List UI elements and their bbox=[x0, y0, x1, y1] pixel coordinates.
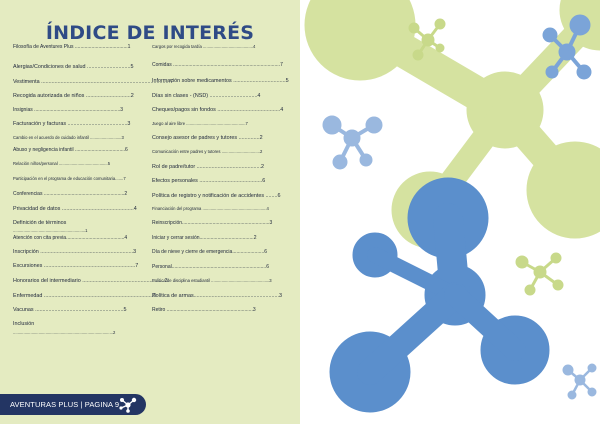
index-entry: Definición de términos bbox=[13, 220, 67, 226]
index-entry: Reinscripción...............................................................3 bbox=[152, 220, 273, 226]
index-entry: Retiro ..............................................................3 bbox=[152, 307, 256, 313]
index-entry: Política de armas.........................................................3 bbox=[152, 293, 283, 299]
index-entry: Inclusión bbox=[13, 321, 35, 327]
index-entry: Relación niños/personal ..........................................5 bbox=[13, 161, 111, 166]
blue-molecule-shape bbox=[330, 178, 549, 412]
index-entry: Excursiones .............................................................7 bbox=[13, 263, 139, 269]
index-entry: Comidas .............................................................................7 bbox=[152, 62, 283, 68]
index-entry: Información sobre medicamentos ...................................5 bbox=[152, 78, 289, 84]
index-entry: Cheques/pagos sin fondos ..........................................4 bbox=[152, 107, 284, 113]
index-entry: Insignias ..............................................................3 bbox=[13, 107, 124, 113]
index-entry: Iniciar y cerrar sesión.......................................2 bbox=[152, 235, 257, 241]
page-title: ÍNDICE DE INTERÉS bbox=[45, 22, 255, 44]
small-molecule-shape bbox=[516, 253, 563, 295]
index-entry: Día de nieve y cierre de emergencia.......................6 bbox=[152, 249, 268, 255]
index-entry: Vestimenta ......................................................................................7 bbox=[13, 79, 173, 85]
index-entry: Días sin clases - (NSD) ................................4 bbox=[152, 93, 261, 99]
index-entry: ......................................................................................2 bbox=[13, 330, 116, 335]
index-entry: Facturación y facturas ........................................3 bbox=[13, 121, 131, 127]
index-entry: Cambio en el acuerdo de cuidado infantil ...........................3 bbox=[13, 135, 124, 140]
index-entry: Filosofía de Aventures Plus ......................................1 bbox=[13, 44, 131, 50]
index-entry: Inscripción ..............................................................3 bbox=[13, 249, 137, 255]
index-entry: Privacidad de datos ................................................4 bbox=[13, 206, 137, 212]
index-entry: Recogida autorizada de niños ..............................2 bbox=[13, 93, 134, 99]
small-molecule-shape bbox=[323, 116, 382, 169]
footer-page-label: AVENTURAS PLUS | PAGINA 9 bbox=[10, 400, 120, 409]
index-entry: Cargos por recogida tardía ...........................................4 bbox=[152, 44, 256, 49]
decorative-panel bbox=[300, 0, 600, 424]
index-entry: Efectos personales ..........................................6 bbox=[152, 178, 266, 184]
index-entry: Atención con cita previa..........................................4 bbox=[13, 235, 128, 241]
page-footer bbox=[0, 394, 146, 415]
index-entry: Vacunas ...........................................................5 bbox=[13, 307, 127, 313]
index-entry: ..............................................................1 bbox=[13, 228, 88, 233]
index-entry: Comunicación entre padres y tutores .................................2 bbox=[152, 149, 263, 154]
index-entry: Alergias/Condiciones de salud .............................5 bbox=[13, 64, 134, 70]
index-entry: Personal....................................................................6 bbox=[152, 264, 269, 270]
index-entry: Rol de padre/tutor ...........................................2 bbox=[152, 164, 265, 170]
index-entry: Enfermedad .........................................................................5 bbox=[13, 293, 157, 299]
index-entry: Consejo asesor de padres y tutores ..............2 bbox=[152, 135, 263, 141]
index-entry: Participación en el programa de educación comunitaria.......7 bbox=[13, 176, 126, 181]
index-entry: Política de disciplina estudiantil ..................................................3 bbox=[152, 278, 272, 283]
index-entry: Conferencias ..........................................................2 bbox=[13, 191, 128, 197]
index-entry: Abuso y negligencia infantil ....................................6 bbox=[13, 147, 128, 153]
small-molecule-shape bbox=[563, 364, 596, 399]
molecule-icon bbox=[118, 396, 138, 413]
index-entry: Honorarios del intermediario .......................................................3 bbox=[13, 278, 168, 284]
index-entry: Juego al aire libre ...................................................7 bbox=[152, 121, 248, 126]
index-entry: Política de registro y notificación de accidentes ........6 bbox=[152, 193, 281, 199]
molecule-illustration bbox=[300, 0, 600, 424]
index-entry: Financiación del programa .......................................................4 bbox=[152, 206, 269, 211]
